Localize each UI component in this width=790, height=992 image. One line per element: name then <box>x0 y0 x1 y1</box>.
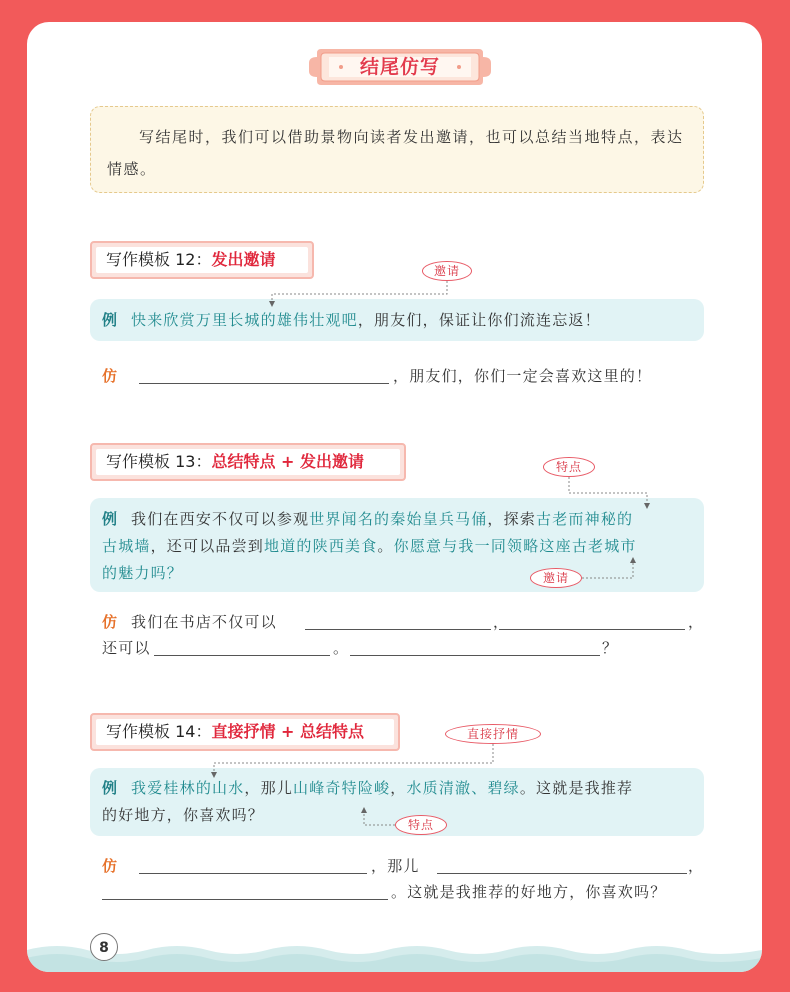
example-highlight: 你愿意与我一同领略这座古老城市 <box>393 537 637 555</box>
imitate-text: ，那儿 <box>371 857 420 875</box>
example-text: ，还可以品尝到 <box>150 537 265 555</box>
example-text: 。 <box>377 537 394 555</box>
example-text: ，探索 <box>487 510 537 528</box>
example-box-12 <box>90 299 704 341</box>
title-banner <box>307 47 493 87</box>
imitate-marker: 仿 <box>102 367 118 385</box>
imitate-text: 我们在书店不仅可以 <box>131 613 277 631</box>
tag-direct-lyric: 直接抒情 <box>445 724 541 744</box>
template-12-header <box>90 241 314 279</box>
imitate-text: ， <box>688 613 705 631</box>
example-marker: 例 <box>102 510 118 528</box>
tag-feature: 特点 <box>543 457 595 477</box>
example-text: ，那儿 <box>244 779 294 797</box>
bottom-waves <box>27 928 762 972</box>
template-type: 发出邀请 <box>211 250 276 269</box>
example-box-13 <box>90 498 704 592</box>
imitate-line-12 <box>102 363 131 390</box>
workbook-page <box>27 22 762 972</box>
imitate-text: ， <box>493 613 510 631</box>
answer-blank[interactable] <box>139 383 389 384</box>
template-type: 总结特点 + 发出邀请 <box>211 452 365 471</box>
answer-blank[interactable] <box>102 899 388 900</box>
imitate-marker: 仿 <box>102 613 118 631</box>
answer-blank[interactable] <box>139 873 367 874</box>
tag-invite: 邀请 <box>422 261 472 281</box>
answer-blank[interactable] <box>350 655 600 656</box>
answer-blank[interactable] <box>305 629 491 630</box>
template-type: 直接抒情 + 总结特点 <box>211 722 365 741</box>
tag-feature: 特点 <box>395 815 447 835</box>
example-text: ，朋友们，保证让你们流连忘返！ <box>357 311 601 329</box>
template-label: 写作模板 14： <box>106 722 212 741</box>
example-highlight: 世界闻名的秦始皇兵马俑 <box>309 510 488 528</box>
imitate-text: ？ <box>602 639 619 657</box>
example-highlight: 古老而神秘的 <box>536 510 634 528</box>
example-text: ， <box>390 779 407 797</box>
imitate-text: ， <box>688 857 705 875</box>
imitate-text: 。这就是我推荐的好地方，你喜欢吗？ <box>391 883 667 901</box>
imitate-line-14 <box>102 853 131 880</box>
imitate-marker: 仿 <box>102 857 118 875</box>
imitate-line-13 <box>102 609 277 636</box>
example-text: 的好地方，你喜欢吗？ <box>102 806 265 824</box>
example-highlight: 我爱桂林的山水 <box>131 779 245 797</box>
example-marker: 例 <box>102 311 118 329</box>
intro-text: 写结尾时，我们可以借助景物向读者发出邀请，也可以总结当地特点，表达情感。 <box>90 106 704 193</box>
template-label: 写作模板 12： <box>106 250 212 269</box>
template-14-header <box>90 713 400 751</box>
example-highlight: 水质清澈、碧绿 <box>406 779 520 797</box>
tag-invite: 邀请 <box>530 568 582 588</box>
imitate-text: ，朋友们，你们一定会喜欢这里的！ <box>393 367 653 385</box>
answer-blank[interactable] <box>499 629 685 630</box>
template-label: 写作模板 13： <box>106 452 212 471</box>
answer-blank[interactable] <box>437 873 687 874</box>
example-highlight: 地道的陕西美食 <box>264 537 378 555</box>
example-highlight: 山峰奇特险峻 <box>293 779 391 797</box>
example-highlight: 的魅力吗？ <box>102 564 184 582</box>
example-text: 我们在西安不仅可以参观 <box>131 510 310 528</box>
imitate-text: 。 <box>333 639 350 657</box>
example-text: 。这就是我推荐 <box>519 779 634 797</box>
template-13-header <box>90 443 406 481</box>
imitate-text: 还可以 <box>102 639 151 657</box>
example-highlight: 古城墙 <box>102 537 151 555</box>
answer-blank[interactable] <box>154 655 330 656</box>
page-number: 8 <box>90 933 118 961</box>
example-highlight: 快来欣赏万里长城的雄伟壮观吧 <box>131 311 358 329</box>
example-marker: 例 <box>102 779 118 797</box>
page-title: 结尾仿写 <box>359 56 440 78</box>
